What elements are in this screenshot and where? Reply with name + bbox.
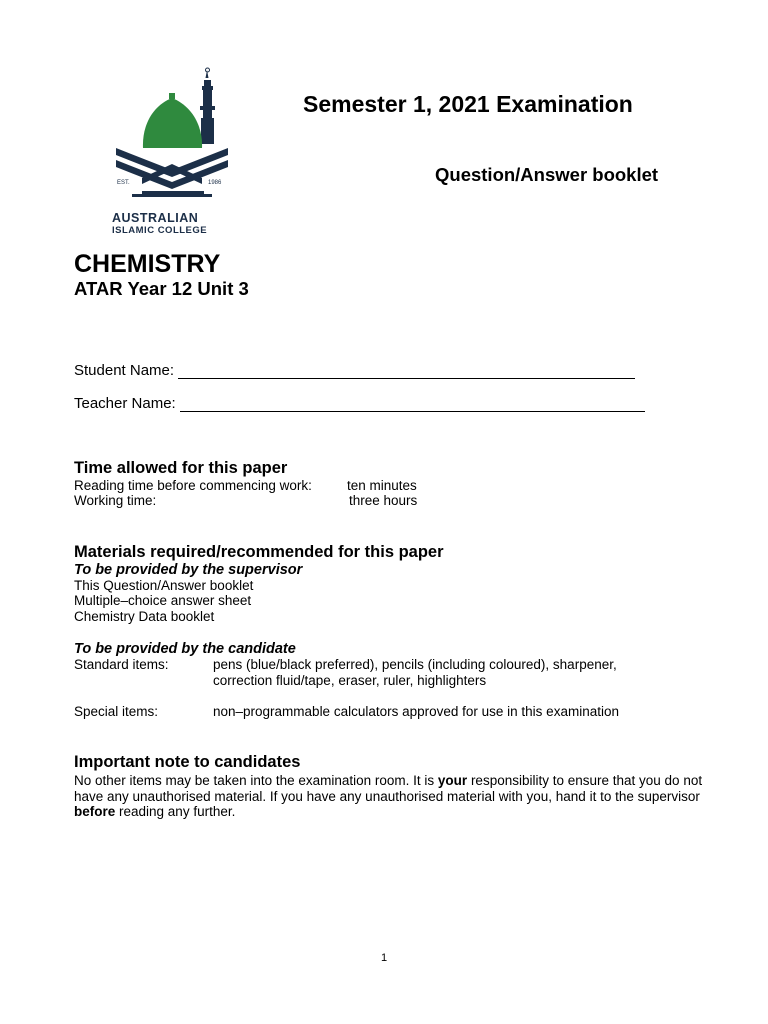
note-text: No other items may be taken into the examination room. It is [74, 773, 438, 788]
logo-name-line2: ISLAMIC COLLEGE [112, 225, 208, 236]
subject-unit: ATAR Year 12 Unit 3 [74, 278, 249, 299]
note-emphasis-your: your [437, 773, 468, 788]
exam-title: Semester 1, 2021 Examination [303, 91, 633, 117]
logo-est-label: EST. [117, 180, 130, 186]
student-name-field [74, 362, 635, 379]
note-emphasis-before: before [74, 804, 116, 819]
candidate-heading: To be provided by the candidate [74, 641, 296, 657]
reading-time-value: ten minutes [347, 478, 417, 493]
supervisor-item: Chemistry Data booklet [74, 609, 215, 624]
college-logo [112, 66, 236, 238]
materials-heading: Materials required/recommended for this paper [74, 543, 444, 561]
note-text: responsibility to ensure that you do not have any unauthorised material. If you have any unauthorised material with you, hand it to the supervisor [74, 773, 703, 804]
special-items-value: non–programmable calculators approved for use in this examination [213, 704, 619, 719]
student-name-line[interactable] [178, 364, 635, 379]
standard-items-label: Standard items: [74, 657, 169, 672]
standard-items-line2: correction fluid/tape, eraser, ruler, highlighters [213, 673, 487, 688]
supervisor-item: This Question/Answer booklet [74, 578, 254, 593]
teacher-name-field [74, 395, 645, 412]
special-items-label: Special items: [74, 704, 159, 719]
time-heading: Time allowed for this paper [74, 459, 288, 477]
logo-year-label: 1986 [208, 180, 222, 186]
teacher-name-line[interactable] [180, 397, 645, 412]
supervisor-item: Multiple–choice answer sheet [74, 593, 252, 608]
working-time-label: Working time: [74, 493, 157, 508]
page-number: 1 [380, 952, 388, 964]
teacher-name-label: Teacher Name: [74, 395, 176, 412]
standard-items-line1: pens (blue/black preferred), pencils (including coloured), sharpener, [213, 657, 617, 672]
note-paragraph [74, 773, 704, 820]
note-heading: Important note to candidates [74, 753, 301, 771]
college-crest-icon [112, 66, 236, 206]
note-text: reading any further. [115, 804, 236, 819]
booklet-subtitle: Question/Answer booklet [435, 164, 659, 185]
working-time-value: three hours [349, 493, 418, 508]
logo-name-line1: AUSTRALIAN [112, 211, 199, 225]
supervisor-heading: To be provided by the supervisor [74, 562, 303, 578]
reading-time-label: Reading time before commencing work: [74, 478, 312, 493]
student-name-label: Student Name: [74, 362, 175, 379]
subject-name: CHEMISTRY [74, 250, 221, 278]
